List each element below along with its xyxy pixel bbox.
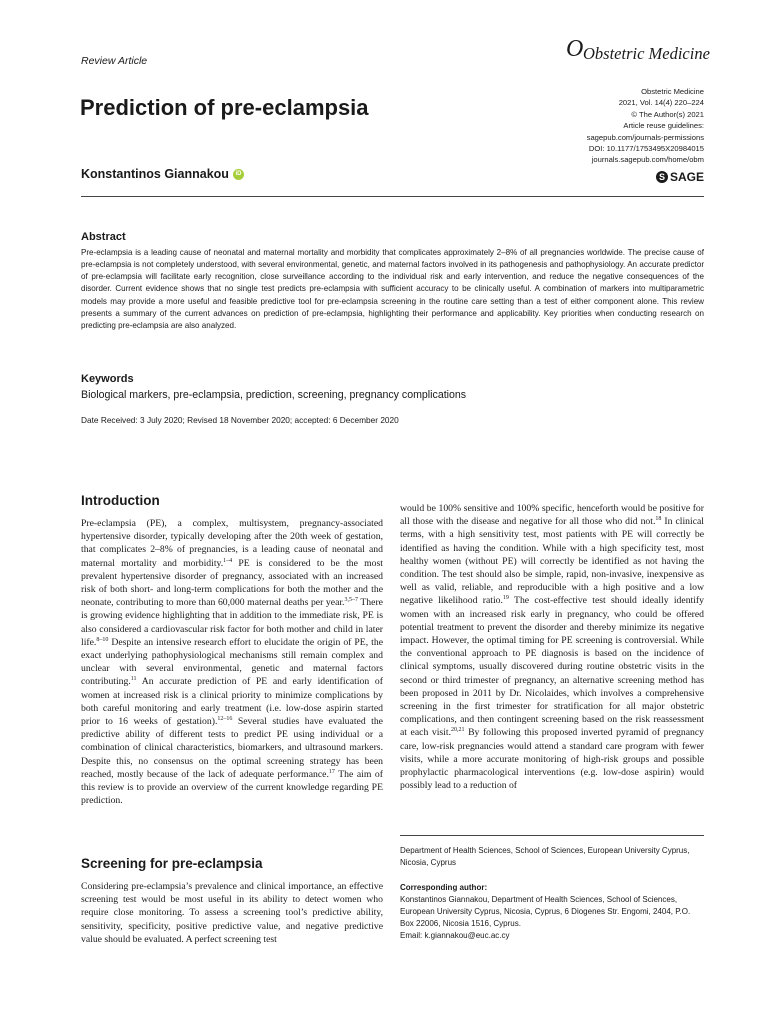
meta-volume: 2021, Vol. 14(4) 220–224	[618, 98, 704, 108]
right-text-2: In clinical terms, with a high sensitivity test, most patients with PE will correctly be identified as having the condition. While with a high specificity test, most healthy women (without PE) will correctly be identified as not having the condition. The test should also be simple, rapid, non-invasive, inexpensive as well as valid, reliable, and reproducible with a high positive and a low negative likelihood ratio.	[400, 516, 704, 607]
orcid-icon[interactable]: iD	[233, 169, 244, 180]
journal-logo	[566, 36, 710, 66]
publisher-logo	[656, 170, 704, 184]
journal-logo-text: Obstetric Medicine	[583, 44, 710, 63]
meta-permissions-link[interactable]: sagepub.com/journals-permissions	[586, 132, 704, 142]
article-title: Prediction of pre-eclampsia	[80, 95, 369, 120]
citation-ref[interactable]: 11	[130, 676, 137, 683]
keywords-heading: Keywords	[81, 373, 134, 385]
sage-s-icon: S	[656, 171, 668, 183]
introduction-heading: Introduction	[81, 493, 160, 508]
citation-ref[interactable]: 17	[328, 768, 335, 775]
meta-copyright: © The Author(s) 2021	[631, 109, 704, 119]
citation-ref[interactable]: 8–10	[96, 636, 109, 643]
citation-ref[interactable]: 20,21	[451, 727, 465, 734]
abstract-text: Pre-eclampsia is a leading cause of neonatal and maternal mortality and morbidity that complicates approximately 2–8% of all pregnancies worldwide. The precise cause of pre-eclampsia is not completely understood, with several environmental, genetic, and maternal factors involved in its pathogenesis and pathophysiology. An accurate predictor of pre-eclampsia will facilitate early recognition, close surveillance according to the individual risk and early intervention, and reduce the negative consequences of the disorder. Current evidence shows that no single test predicts pre-eclampsia with sufficient accuracy to be clinically useful. A combination of markers into multiparametric models may provide a more useful and feasible predictive tool for pre-eclampsia screening in the routine care setting than a test of either component alone. This review presents a summary of the current advances on prediction of pre-eclampsia, highlighting their performance and applicability. Key priorities when conducting research on predicting pre-eclampsia are also analyzed.	[81, 248, 704, 330]
corresponding-address: Konstantinos Giannakou, Department of Health Sciences, School of Sciences, European University Cyprus, Nicosia, Cyprus, 6 Diogenes Str. Engomi, 2404, P.O. Box 22006, Nicosia 1516, Cyprus.	[400, 895, 691, 928]
journal-logo-mark: O	[566, 36, 584, 62]
meta-home-link[interactable]: journals.sagepub.com/home/obm	[591, 155, 704, 165]
citation-ref[interactable]: 1–4	[223, 557, 233, 564]
intro-text-3: There is growing evidence highlighting that in addition to the immediate risk, PE is also considered a cardiovascular risk factor for both mother and child in later life.	[81, 597, 383, 648]
meta-doi[interactable]: DOI: 10.1177/1753495X20984015	[588, 144, 704, 154]
intro-text-2: PE is considered to be the most prevalent hypertensive disorder of pregnancy, associated with an increased risk of both short- and long-term complications for both the mother and the neonate, contributing to more than 60,000 maternal deaths per year.	[81, 557, 383, 609]
article-metadata	[587, 86, 704, 166]
introduction-paragraph	[81, 517, 383, 807]
citation-ref[interactable]: 19	[502, 595, 509, 602]
intro-text-6: Several studies have evaluated the predictive ability of different tests to predict PE using individual or a combination of clinical characteristics, biomarkers, and ultrasound markers. Despite this, no consensus on the optimal screening strategy has been reached, mostly because of the lack of adequate performance.	[81, 716, 383, 780]
meta-journal: Obstetric Medicine	[641, 87, 704, 96]
screening-paragraph: Considering pre-eclampsia’s prevalence and clinical importance, an effective screening test would be most useful in its ability to detect women who require close monitoring. To assess a screening tool’s predictive ability, sensitivity, specificity, positive predictive value, and negative predictive value should be evaluated. A perfect screening test	[81, 881, 383, 945]
affiliation-divider	[400, 835, 704, 836]
dates-line: Date Received: 3 July 2020; Revised 18 November 2020; accepted: 6 December 2020	[81, 415, 399, 425]
right-text-4: By following this proposed inverted pyramid of pregnancy care, low-risk pregnancies would attend a standard care program with fewer visits, while a more accurate monitoring of high-risk groups and possible prophylactic pharmacological interventions (e.g. low-dose aspirin) would possibly lead to a reduction of	[400, 727, 704, 792]
author-line	[81, 167, 244, 181]
intro-text-1: Pre-eclampsia (PE), a complex, multisystem, pregnancy-associated hypertensive disorder, typically developing after the 20th week of gestation, that complicates 2–8% of pregnancies, is a leading cause of neonatal and maternal mortality and morbidity.	[81, 518, 383, 569]
intro-text-5: An accurate prediction of PE and early identification of women at increased risk is a clinical priority to minimize complications by both careful monitoring and early treatment (i.e. low-dose aspirin started prior to 16 weeks of gestation).	[81, 676, 383, 728]
right-text-3: The cost-effective test should ideally identify women with an increased risk early in pregnancy, who could be offered potential treatment to prevent the disorder and thereby minimize its negative impact. However, the optimal timing for PE screening is controversial. While the conventional approach to PE diagnosis is based on the incidence of clinical symptoms, usually discovered during routine obstetric visits in the second or third trimester of pregnancy, an alternative screening method has been proposed in 2011 by Dr. Nicolaides, which involves a comprehensive screening in the first trimester for stratification for all major obstetric complications, and then contingent screening based on the risk reassessment at each visit.	[400, 595, 704, 739]
citation-ref[interactable]: 12–16	[217, 716, 233, 723]
abstract-heading: Abstract	[81, 231, 126, 243]
citation-ref[interactable]: 18	[655, 516, 662, 523]
keywords-text: Biological markers, pre-eclampsia, prediction, screening, pregnancy complications	[81, 389, 467, 401]
intro-text-7: The aim of this review is to provide an overview of the current knowledge regarding PE prediction.	[81, 768, 384, 807]
corresponding-author	[400, 882, 704, 942]
author-affiliation: Department of Health Sciences, School of Sciences, European University Cyprus, Nicosia, Cyprus	[400, 846, 690, 867]
screening-heading: Screening for pre-eclampsia	[81, 856, 263, 871]
right-column-paragraph	[400, 502, 704, 792]
article-type-label: Review Article	[81, 55, 148, 67]
publisher-name: SAGE	[669, 170, 704, 184]
corresponding-email[interactable]: Email: k.giannakou@euc.ac.cy	[400, 931, 510, 940]
meta-reuse: Article reuse guidelines:	[623, 121, 704, 131]
citation-ref[interactable]: 3,5–7	[344, 597, 358, 604]
right-text-1: would be 100% sensitive and 100% specific, henceforth would be positive for all those with the disease and negative for all those who did not.	[400, 503, 704, 528]
header-divider	[81, 196, 704, 197]
intro-text-4: Despite an intensive research effort to elucidate the origin of PE, the exact underlying pathophysiological mechanisms still remain complex and unclear with several environmental, genetic and maternal factors contributing.	[81, 636, 383, 688]
corresponding-heading: Corresponding author:	[400, 883, 488, 892]
author-name: Konstantinos Giannakou	[81, 167, 229, 181]
